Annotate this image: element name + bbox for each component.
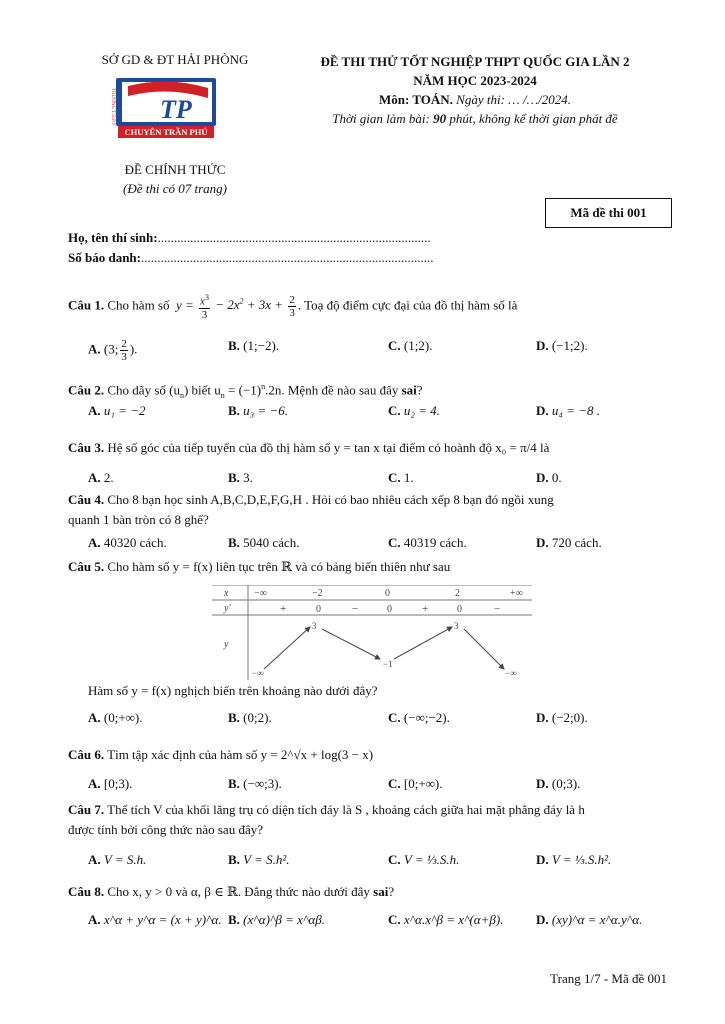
exam-header (285, 52, 665, 128)
y-val-4: −∞ (505, 668, 517, 678)
sign-0: + (280, 603, 287, 615)
q4-option-b[interactable]: B. 5040 cách. (228, 535, 300, 550)
q5-options (88, 710, 678, 732)
q3-options (88, 470, 678, 492)
logo-letters: TP (160, 95, 192, 124)
y-val-2: −1 (383, 659, 393, 669)
logo-school-name: CHUYÊN TRẦN PHÚ (124, 127, 208, 137)
q8-option-b[interactable]: B. (x^α)^β = x^αβ. (228, 912, 325, 927)
q1-option-a[interactable]: A. (3; $\frac{2}{3}$ ). (88, 338, 138, 363)
question-7: Câu 7. Thể tích V của khối lăng trụ có diện tích đáy là S , khoảng cách giữa hai mặt phẳng đáy là h được tính bởi công thức nào sau đây? (68, 802, 585, 837)
student-name-line: Họ, tên thí sinh:.................................................................................... (68, 230, 431, 245)
x-val-1: −2 (312, 588, 323, 599)
sign-4: + (422, 603, 429, 615)
student-name-label: Họ, tên thí sinh: (68, 230, 158, 245)
subject-line (285, 90, 665, 109)
q1-option-c[interactable]: C. (1;2). (388, 338, 433, 353)
q5-option-d[interactable]: D. (−2;0). (536, 710, 588, 725)
row-label-x: x (224, 588, 229, 599)
question-5: Câu 5. Cho hàm số y = f(x) liên tục trên ℝ và có bảng biến thiên như sau (68, 559, 451, 574)
q4-option-d[interactable]: D. 720 cách. (536, 535, 602, 550)
q2-option-a[interactable]: A. u₁ = −2 (88, 403, 146, 418)
sign-2: − (352, 603, 359, 615)
q3-option-c[interactable]: C. 1. (388, 470, 414, 485)
q8-option-a[interactable]: A. x^α + y^α = (x + y)^α. (88, 912, 222, 927)
q6-option-b[interactable]: B. (−∞;3). (228, 776, 282, 791)
logo-side-text: TRƯỜNG T.H.P.T (110, 88, 115, 126)
sign-3: 0 (387, 604, 392, 615)
q7-option-b[interactable]: B. V = S.h². (228, 852, 290, 867)
question-2: Câu 2. Cho dãy số $(u_n)$ biết $u_n = (-1)^n.2n$. Mệnh đề nào sau đây sai? (68, 382, 423, 400)
subject-label: Môn: TOÁN. (378, 92, 453, 107)
y-val-3: 3 (454, 621, 459, 631)
sign-5: 0 (457, 604, 462, 615)
variation-table (212, 585, 532, 689)
q3-option-a[interactable]: A. 2. (88, 470, 114, 485)
q4-option-c[interactable]: C. 40319 cách. (388, 535, 467, 550)
q7-option-d[interactable]: D. V = ⅓.S.h². (536, 852, 612, 867)
q7-option-c[interactable]: C. V = ⅓.S.h. (388, 852, 460, 867)
q1-options (88, 338, 678, 363)
arrow-up-2 (394, 627, 452, 659)
question-5-ask: Hàm số y = f(x) nghịch biến trên khoảng nào dưới đây? (88, 683, 378, 698)
department: SỞ GD & ĐT HẢI PHÒNG (101, 52, 249, 67)
student-id-label: Số báo danh: (68, 250, 141, 265)
official-label: ĐỀ CHÍNH THỨC (124, 162, 226, 177)
q8-option-d[interactable]: D. (xy)^α = x^α.y^α. (536, 912, 643, 927)
sign-1: 0 (316, 604, 321, 615)
row-label-yprime: y' (224, 603, 231, 614)
q2-option-b[interactable]: B. u₃ = −6. (228, 403, 288, 418)
q3-option-b[interactable]: B. 3. (228, 470, 253, 485)
row-label-y: y (224, 639, 229, 650)
x-val-3: 2 (455, 588, 460, 599)
arrow-up-1 (264, 627, 310, 669)
q7-options (88, 852, 678, 874)
pages-note: (Đề thi có 07 trang) (123, 181, 227, 196)
q6-options (88, 776, 678, 798)
exam-code: Mã đề thi 001 (545, 198, 672, 228)
exam-title-2: NĂM HỌC 2023-2024 (413, 73, 537, 88)
school-logo (108, 72, 220, 140)
question-6: Câu 6. Tìm tập xác định của hàm số y = 2^√x + log(3 − x) (68, 747, 374, 762)
x-val-4: +∞ (510, 588, 523, 599)
q2-option-d[interactable]: D. u₄ = −8 . (536, 403, 600, 418)
q6-option-a[interactable]: A. [0;3). (88, 776, 133, 791)
arrow-down-2 (464, 629, 504, 669)
q5-option-c[interactable]: C. (−∞;−2). (388, 710, 450, 725)
question-3: Câu 3. Hệ số góc của tiếp tuyến của đồ thị hàm số y = tan x tại điểm có hoành độ x₀ = π/4 là (68, 440, 550, 455)
student-id-line: Số báo danh:.......................................................................................... (68, 250, 434, 265)
exam-title-1: ĐỀ THI THỬ TỐT NGHIỆP THPT QUỐC GIA LẦN 2 (320, 54, 630, 69)
q3-option-d[interactable]: D. 0. (536, 470, 562, 485)
q6-option-c[interactable]: C. [0;+∞). (388, 776, 443, 791)
arrow-down-1 (322, 629, 380, 659)
q2-options (88, 403, 678, 425)
x-val-0: −∞ (254, 588, 267, 599)
q4-option-a[interactable]: A. 40320 cách. (88, 535, 167, 550)
official-note (60, 160, 290, 198)
y-val-1: 3 (312, 621, 317, 631)
q8-options (88, 912, 678, 934)
sign-6: − (494, 603, 501, 615)
q4-options (88, 535, 678, 557)
q5-option-a[interactable]: A. (0;+∞). (88, 710, 143, 725)
q5-option-b[interactable]: B. (0;2). (228, 710, 272, 725)
q1-option-b[interactable]: B. (1;−2). (228, 338, 280, 353)
question-8: Câu 8. Cho x, y > 0 và α, β ∈ ℝ. Đẳng thức nào dưới đây sai? (68, 884, 395, 899)
question-4: Câu 4. Cho 8 bạn học sinh A,B,C,D,E,F,G,H . Hỏi có bao nhiêu cách xếp 8 bạn đó ngồi xung quanh 1 bàn tròn có 8 ghế? (68, 492, 554, 527)
q1-option-d[interactable]: D. (−1;2). (536, 338, 588, 353)
page-footer: Trang 1/7 - Mã đề 001 (550, 971, 667, 986)
q7-option-a[interactable]: A. V = S.h. (88, 852, 147, 867)
q6-option-d[interactable]: D. (0;3). (536, 776, 581, 791)
time-line: Thời gian làm bài: 90 phút, không kể thời gian phát đề (332, 111, 618, 126)
q8-option-c[interactable]: C. x^α.x^β = x^(α+β). (388, 912, 504, 927)
x-val-2: 0 (385, 588, 390, 599)
exam-date: Ngày thi: … /…/2024. (456, 92, 571, 107)
question-1: Câu 1. Cho hàm số y = $\frac{x^3}{3}$ − $2x^2 + 3x$ + $\frac{2}{3}$ . Toạ độ điểm cực đại của đồ thị hàm số là (68, 293, 518, 321)
y-val-0: −∞ (252, 668, 264, 678)
q2-option-c[interactable]: C. u₂ = 4. (388, 403, 440, 418)
